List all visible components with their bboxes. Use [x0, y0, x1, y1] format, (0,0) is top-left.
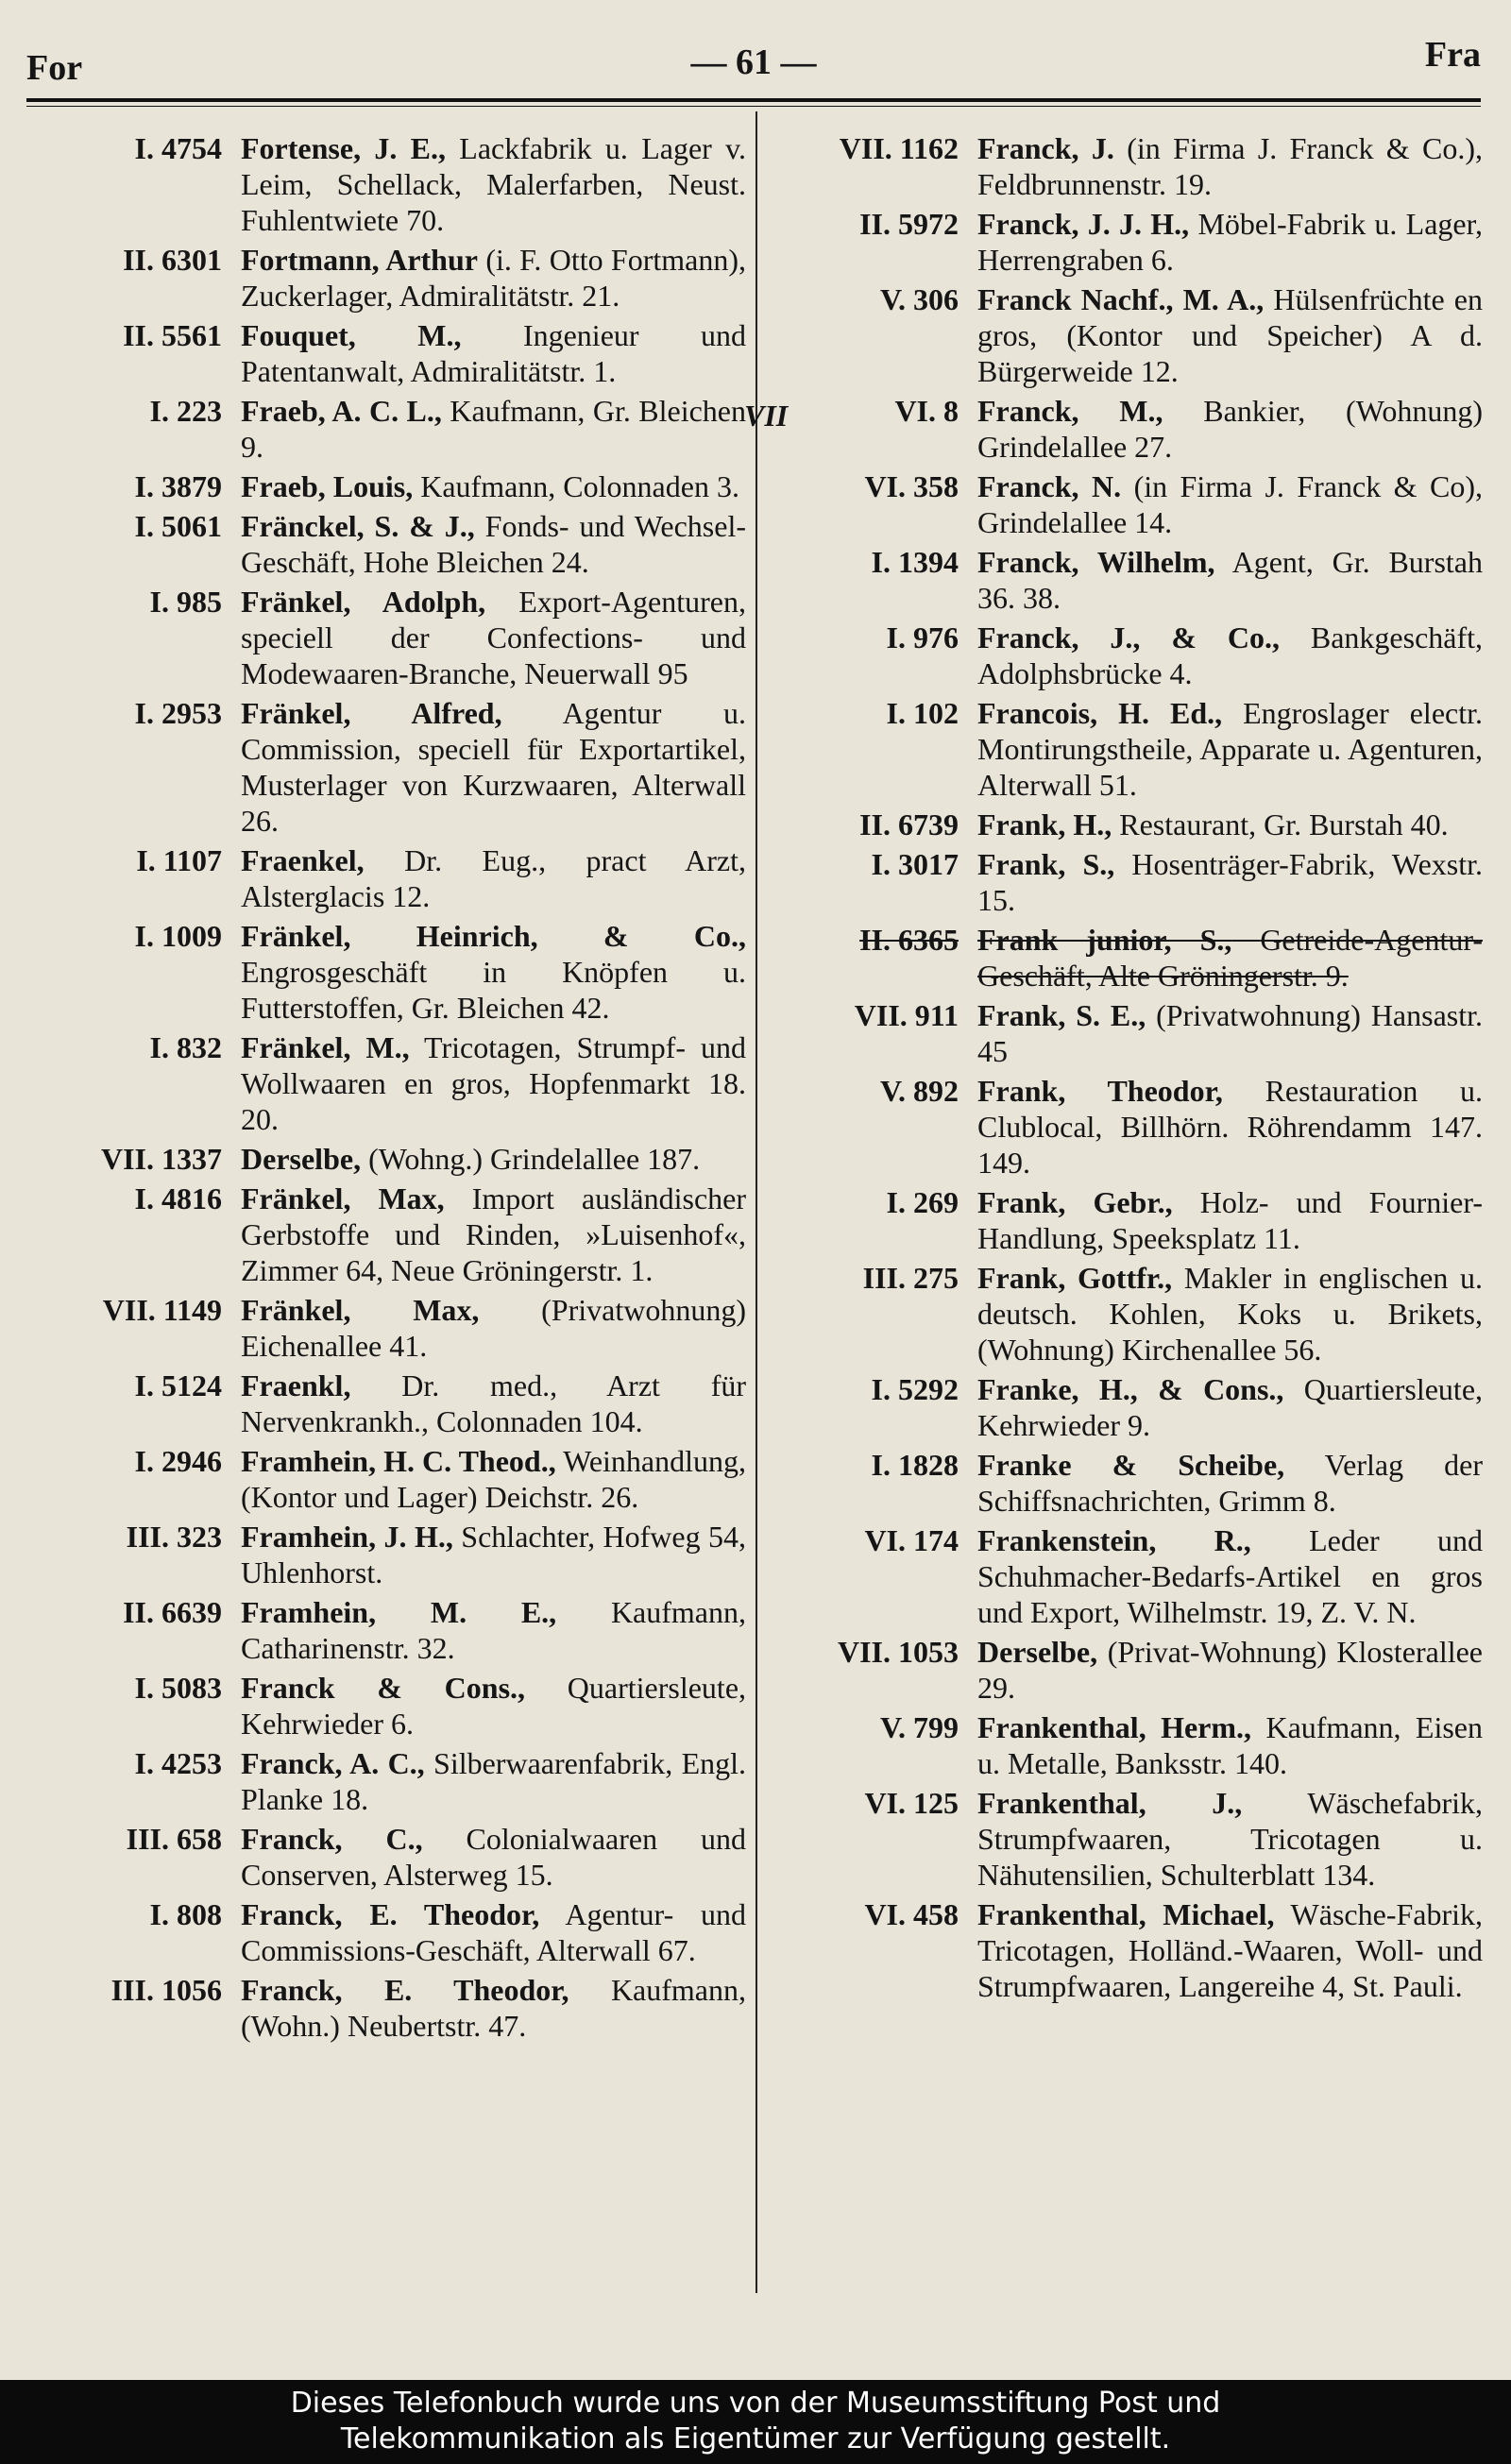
entry-text: [977, 1184, 1483, 1256]
phone-number: II. 6639: [123, 1595, 222, 1629]
entry-name: Frank, S.,: [977, 847, 1115, 881]
entry-name: Frank, Gebr.,: [977, 1185, 1173, 1219]
entry-text: [241, 393, 746, 465]
entry-name: Frankenthal, J.,: [977, 1786, 1243, 1820]
entry-name: Franke & Scheibe,: [977, 1448, 1285, 1482]
entry-text: [241, 468, 746, 504]
directory-entry: [765, 544, 1483, 616]
entry-description: Wäsche-Fabrik, Tricotagen, Holländ.-Waaren, Woll- und Strumpfwaaren, Langereihe 4, St. Pauli.: [977, 1897, 1484, 2003]
entry-description: Kaufmann, Gr. Bleichen 9.: [241, 394, 747, 464]
left-column: [28, 130, 746, 2048]
directory-entry: [765, 1447, 1483, 1519]
phone-number: I. 4754: [134, 131, 222, 165]
entry-text: [241, 584, 746, 691]
directory-entry: [28, 1745, 746, 1817]
phone-number: VI. 458: [864, 1897, 959, 1931]
entry-description: Kaufmann, Catharinenstr. 32.: [241, 1595, 746, 1665]
handwritten-note: VII: [744, 399, 789, 433]
phone-number: I. 1009: [134, 919, 222, 953]
entry-description: Agent, Gr. Burstah 36. 38.: [977, 545, 1484, 615]
footer-line-1: Dieses Telefonbuch wurde uns von der Museumsstiftung Post und: [290, 2387, 1221, 2420]
entry-description: Engrosgeschäft in Knöpfen u. Futterstoffen, Gr. Bleichen 42.: [241, 955, 746, 1025]
entry-name: Derselbe,: [977, 1635, 1098, 1669]
directory-entry: [765, 1709, 1483, 1781]
entry-description: Quartiersleute, Kehrwieder 6.: [241, 1671, 747, 1741]
entry-name: Franck, J. J. H.,: [977, 207, 1190, 241]
phone-number: I. 3017: [871, 847, 959, 881]
entry-name: Franck, E. Theodor,: [241, 1897, 540, 1931]
entry-text: [977, 922, 1483, 994]
entry-text: [241, 1821, 746, 1893]
phone-number: II. 5972: [859, 207, 959, 241]
directory-entry: [765, 620, 1483, 691]
footer-notice: [0, 2380, 1511, 2464]
phone-number: VI. 8: [894, 394, 959, 428]
directory-entry: [765, 1371, 1483, 1443]
directory-entry: [765, 206, 1483, 278]
entry-text: [241, 317, 746, 389]
phone-number: VII. 1053: [837, 1635, 959, 1669]
entry-name: Fränckel, S. & J.,: [241, 509, 475, 543]
entry-description: (in Firma J. Franck & Co.), Feldbrunnenstr. 19.: [977, 131, 1484, 201]
entry-text: [977, 695, 1483, 803]
entry-description: Holz- und Fournier-Handlung, Speeksplatz 11.: [977, 1185, 1484, 1255]
entry-name: Franke, H., & Cons.,: [977, 1372, 1284, 1406]
directory-entry: [765, 1522, 1483, 1630]
entry-text: [241, 242, 746, 314]
entry-name: Fortense, J. E.,: [241, 131, 446, 165]
entry-text: [241, 1292, 746, 1364]
entry-text: [977, 468, 1483, 540]
phone-number: III. 1056: [110, 1973, 222, 2007]
entry-description: Import ausländischer Gerbstoffe und Rinden, »Luisenhof«, Zimmer 64, Neue Gröningerstr. 1.: [241, 1181, 747, 1287]
directory-entry: [28, 1368, 746, 1439]
directory-entry: [28, 242, 746, 314]
entry-description: Restaurant, Gr. Burstah 40.: [1119, 807, 1449, 841]
directory-entry: [765, 807, 1483, 842]
entry-name: Framhein, M. E.,: [241, 1595, 557, 1629]
entry-name: Derselbe,: [241, 1142, 362, 1176]
entry-description: (Privat-Wohnung) Klosterallee 29.: [977, 1635, 1484, 1705]
entry-text: [241, 695, 746, 839]
entry-description: (i. F. Otto Fortmann), Zuckerlager, Admiralitätstr. 21.: [241, 243, 747, 313]
directory-entry: [28, 1029, 746, 1137]
directory-entry: [765, 1184, 1483, 1256]
entry-name: Franck, Wilhelm,: [977, 545, 1215, 579]
entry-text: [977, 206, 1483, 278]
entry-text: [241, 1972, 746, 2044]
column-divider: [756, 111, 757, 2293]
directory-entry: [765, 1896, 1483, 2004]
directory-entry: [28, 1141, 746, 1177]
phone-number: III. 323: [126, 1520, 222, 1554]
entry-name: Frankenstein, R.,: [977, 1523, 1251, 1557]
entry-text: [977, 281, 1483, 389]
entry-description: Verlag der Schiffsnachrichten, Grimm 8.: [977, 1448, 1484, 1518]
entry-text: [977, 130, 1483, 202]
directory-entry: [28, 1292, 746, 1364]
directory-entry: [744, 393, 1484, 465]
entry-description: Bankgeschäft, Adolphsbrücke 4.: [977, 620, 1484, 690]
entry-description: Agentur u. Commission, speciell für Exportartikel, Musterlager von Kurzwaaren, Alterwall 26.: [241, 696, 747, 838]
phone-number: I. 5292: [871, 1372, 959, 1406]
directory-entry: [28, 842, 746, 914]
entry-description: Makler in englischen u. deutsch. Kohlen, Koks u. Brikets, (Wohnung) Kirchenallee 56.: [977, 1261, 1484, 1367]
entry-description: Dr. med., Arzt für Nervenkrankh., Colonnaden 104.: [241, 1368, 746, 1438]
phone-number: III. 658: [126, 1822, 222, 1856]
phone-number: I. 4816: [134, 1181, 222, 1215]
entry-name: Franck & Cons.,: [241, 1671, 526, 1705]
entry-description: Restauration u. Clublocal, Billhörn. Röhrendamm 147. 149.: [977, 1074, 1484, 1180]
entry-description: Kaufmann, Colonnaden 3.: [420, 469, 739, 503]
phone-number: I. 5124: [134, 1368, 222, 1402]
entry-name: Fraeb, Louis,: [241, 469, 414, 503]
entry-name: Frank, S. E.,: [977, 998, 1146, 1032]
entry-text: [241, 1519, 746, 1590]
entry-name: Frank, Theodor,: [977, 1074, 1223, 1108]
directory-entry: [765, 1634, 1483, 1706]
entry-text: [241, 1368, 746, 1439]
phone-number: I. 5061: [134, 509, 222, 543]
entry-text: [241, 842, 746, 914]
directory-entry: [765, 1073, 1483, 1181]
entry-description: Kaufmann, (Wohn.) Neubertstr. 47.: [241, 1973, 746, 2043]
directory-entry: [28, 508, 746, 580]
entry-text: [241, 1029, 746, 1137]
entry-text: [977, 1073, 1483, 1181]
entry-text: [977, 1371, 1483, 1443]
entry-name: Frankenthal, Michael,: [977, 1897, 1275, 1931]
directory-entry: [28, 1519, 746, 1590]
phone-number: II. 6301: [123, 243, 222, 277]
directory-entry: [765, 468, 1483, 540]
phone-number: III. 275: [862, 1261, 959, 1295]
header-rule-thin: [26, 106, 1481, 107]
entry-name: Fouquet, M.,: [241, 318, 462, 352]
entry-text: [977, 393, 1483, 465]
phone-number: VII. 1149: [102, 1293, 222, 1327]
phone-number: I. 976: [886, 620, 959, 654]
phone-number: I. 2953: [134, 696, 222, 730]
phone-number: II. 6739: [859, 807, 959, 841]
entry-description: Ingenieur und Patentanwalt, Admiralitätstr. 1.: [241, 318, 747, 388]
entry-text: [977, 1896, 1483, 2004]
entry-text: [241, 1594, 746, 1666]
phone-number: I. 1828: [871, 1448, 959, 1482]
phone-number: I. 102: [886, 696, 959, 730]
entry-description: Quartiersleute, Kehrwieder 9.: [977, 1372, 1484, 1442]
entry-description: Schlachter, Hofweg 54, Uhlenhorst.: [241, 1520, 747, 1589]
phone-number: I. 3879: [134, 469, 222, 503]
entry-text: [977, 1447, 1483, 1519]
directory-entry: [765, 922, 1483, 994]
phone-number: I. 4253: [134, 1746, 222, 1780]
entry-text: [241, 918, 746, 1026]
entry-name: Franck, E. Theodor,: [241, 1973, 569, 2007]
entry-description: Möbel-Fabrik u. Lager, Herrengraben 6.: [977, 207, 1484, 277]
entry-text: [241, 1443, 746, 1515]
entry-description: Dr. Eug., pract Arzt, Alsterglacis 12.: [241, 843, 747, 913]
phone-number: VI. 174: [864, 1523, 959, 1557]
entry-name: Frank, H.,: [977, 807, 1112, 841]
directory-entry: [765, 130, 1483, 202]
entry-text: [977, 1634, 1483, 1706]
entry-name: Fraenkel,: [241, 843, 365, 877]
directory-entry: [28, 1821, 746, 1893]
entry-name: Franck, C.,: [241, 1822, 423, 1856]
entry-description: Colonialwaaren und Conserven, Alsterweg 15.: [241, 1822, 747, 1892]
entry-description: (in Firma J. Franck & Co), Grindelallee 14.: [977, 469, 1484, 539]
directory-entry: [28, 393, 746, 465]
entry-name: Framhein, H. C. Theod.,: [241, 1444, 556, 1478]
phone-number: II. 5561: [123, 318, 222, 352]
phone-number: I. 808: [149, 1897, 222, 1931]
entry-description: Hülsenfrüchte en gros, (Kontor und Speicher) A d. Bürgerweide 12.: [977, 282, 1484, 388]
entry-text: [977, 620, 1483, 691]
entry-description: Leder und Schuhmacher-Bedarfs-Artikel en gros und Export, Wilhelmstr. 19, Z. V. N.: [977, 1523, 1483, 1629]
entry-description: Hosenträger-Fabrik, Wexstr. 15.: [977, 847, 1483, 917]
directory-entry: [28, 1972, 746, 2044]
entry-description: Getreide-Agentur-Geschäft, Alte Gröningerstr. 9.: [977, 923, 1483, 993]
entry-description: Export-Agenturen, speciell der Confections- und Modewaaren-Branche, Neuerwall 95: [241, 585, 746, 690]
directory-entry: [28, 918, 746, 1026]
directory-entry: [765, 846, 1483, 918]
phone-number: V. 306: [880, 282, 959, 316]
header-left-keyword: For: [26, 48, 83, 88]
entry-text: [977, 997, 1483, 1069]
header-right-keyword: Fra: [1424, 35, 1481, 75]
entry-text: [977, 544, 1483, 616]
phone-number: I. 2946: [134, 1444, 222, 1478]
phone-number: V. 799: [880, 1710, 959, 1744]
entry-name: Fraeb, A. C. L.,: [241, 394, 442, 428]
entry-description: Wäschefabrik, Strumpfwaaren, Tricotagen u. Nähutensilien, Schulterblatt 134.: [977, 1786, 1483, 1892]
footer-line-2: Telekommunikation als Eigentümer zur Verfügung gestellt.: [340, 2422, 1171, 2456]
entry-name: Fränkel, Heinrich, & Co.,: [241, 919, 746, 953]
right-column: [744, 130, 1484, 2008]
directory-entry: [765, 997, 1483, 1069]
entry-description: Fonds- und Wechsel-Geschäft, Hohe Bleichen 24.: [241, 509, 747, 579]
directory-entry: [28, 1896, 746, 1968]
phone-number: I. 269: [886, 1185, 959, 1219]
entry-name: Framhein, J. H.,: [241, 1520, 453, 1554]
entry-text: [977, 807, 1483, 842]
entry-description: Lackfabrik u. Lager v. Leim, Schellack, Malerfarben, Neust. Fuhlentwiete 70.: [241, 131, 747, 237]
phone-number: I. 223: [149, 394, 222, 428]
entry-name: Fränkel, Adolph,: [241, 585, 486, 619]
directory-entry: [765, 281, 1483, 389]
entry-description: (Privatwohnung) Hansastr. 45: [977, 998, 1484, 1068]
entry-text: [977, 1522, 1483, 1630]
entry-description: (Privatwohnung) Eichenallee 41.: [241, 1293, 746, 1363]
entry-name: Fränkel, Max,: [241, 1293, 480, 1327]
directory-entry: [28, 130, 746, 238]
entry-description: Agentur- und Commissions-Geschäft, Alterwall 67.: [241, 1897, 747, 1967]
entry-description: Engroslager electr. Montirungstheile, Apparate u. Agenturen, Alterwall 51.: [977, 696, 1484, 802]
entry-name: Franck, A. C.,: [241, 1746, 425, 1780]
directory-entry: [28, 584, 746, 691]
entry-name: Franck, N.: [977, 469, 1122, 503]
page-number: — 61 —: [690, 42, 817, 82]
entry-description: Silberwaarenfabrik, Engl. Planke 18.: [241, 1746, 747, 1816]
entry-name: Fraenkl,: [241, 1368, 351, 1402]
entry-text: [241, 1181, 746, 1288]
entry-text: [241, 1896, 746, 1968]
phone-number: V. 892: [880, 1074, 959, 1108]
entry-name: Frank junior, S.,: [977, 923, 1232, 957]
entry-name: Franck, J., & Co.,: [977, 620, 1280, 654]
entry-name: Fränkel, Max,: [241, 1181, 445, 1215]
page-header: [26, 34, 1481, 91]
phone-number: I. 832: [149, 1030, 222, 1064]
entry-text: [241, 1670, 746, 1742]
entry-name: Fränkel, Alfred,: [241, 696, 502, 730]
directory-entry: [28, 1443, 746, 1515]
phone-number: VI. 358: [864, 469, 959, 503]
phone-number: I. 1394: [871, 545, 959, 579]
entry-name: Franck, M.,: [977, 394, 1163, 428]
entry-text: [241, 508, 746, 580]
entry-name: Frank, Gottfr.,: [977, 1261, 1173, 1295]
phone-number: I. 1107: [136, 843, 222, 877]
directory-entry: [28, 1670, 746, 1742]
entry-name: Fränkel, M.,: [241, 1030, 410, 1064]
directory-entry: [765, 695, 1483, 803]
entry-text: [977, 846, 1483, 918]
phone-number: VII. 911: [854, 998, 959, 1032]
entry-text: [241, 1141, 746, 1177]
phone-number: VII. 1337: [100, 1142, 222, 1176]
directory-entry: [28, 695, 746, 839]
directory-entry: [28, 468, 746, 504]
phone-number: II. 6365: [859, 923, 959, 957]
entry-description: Weinhandlung, (Kontor und Lager) Deichstr. 26.: [241, 1444, 747, 1514]
entry-description: Bankier, (Wohnung) Grindelallee 27.: [977, 394, 1484, 464]
entry-text: [977, 1260, 1483, 1368]
entry-description: Tricotagen, Strumpf- und Wollwaaren en gros, Hopfenmarkt 18. 20.: [241, 1030, 747, 1136]
header-rule: [26, 98, 1481, 102]
entry-text: [977, 1709, 1483, 1781]
phone-number: I. 5083: [134, 1671, 222, 1705]
phone-number: VII. 1162: [839, 131, 959, 165]
directory-entry: [765, 1785, 1483, 1893]
entry-name: Franck, J.: [977, 131, 1114, 165]
directory-entry: [765, 1260, 1483, 1368]
entry-name: Francois, H. Ed.,: [977, 696, 1223, 730]
directory-entry: [28, 1181, 746, 1288]
directory-entry: [28, 1594, 746, 1666]
entry-description: (Wohng.) Grindelallee 187.: [368, 1142, 701, 1176]
entry-description: Kaufmann, Eisen u. Metalle, Banksstr. 140.: [977, 1710, 1484, 1780]
phone-number: I. 985: [149, 585, 222, 619]
entry-text: [977, 1785, 1483, 1893]
directory-entry: [28, 317, 746, 389]
entry-text: [241, 1745, 746, 1817]
phone-number: VI. 125: [864, 1786, 959, 1820]
entry-name: Fortmann, Arthur: [241, 243, 478, 277]
entry-text: [241, 130, 746, 238]
entry-name: Franck Nachf., M. A.,: [977, 282, 1265, 316]
entry-name: Frankenthal, Herm.,: [977, 1710, 1252, 1744]
